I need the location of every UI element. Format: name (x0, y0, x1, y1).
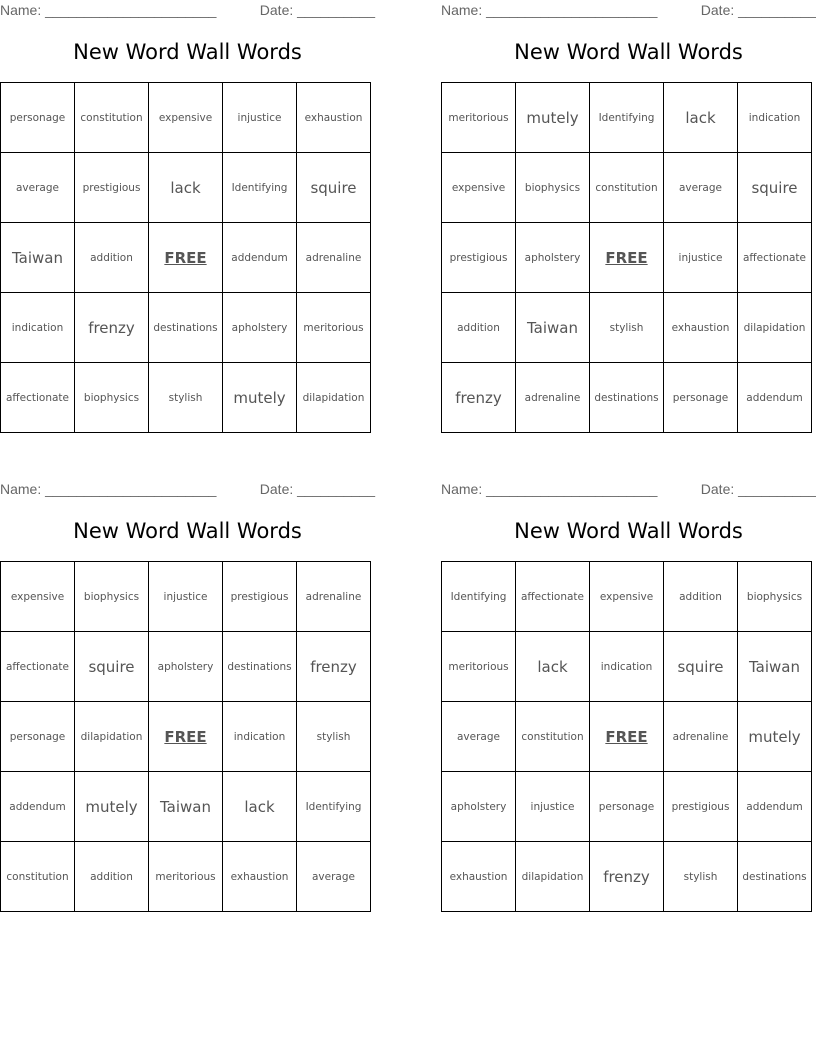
name-field[interactable]: Name: ______________________ (0, 481, 217, 497)
word-cell: biophysics (738, 562, 812, 632)
word-cell: squire (75, 632, 149, 702)
grid-row (442, 562, 812, 632)
word-cell: personage (590, 772, 664, 842)
word-cell: exhaustion (297, 83, 371, 153)
word-cell: lack (516, 632, 590, 702)
word-cell: addendum (738, 772, 812, 842)
word-cell: stylish (664, 842, 738, 912)
grid-row (1, 223, 371, 293)
grid-row (1, 772, 371, 842)
name-field[interactable]: Name: ______________________ (441, 481, 658, 497)
word-cell: frenzy (442, 363, 516, 433)
word-cell: addendum (738, 363, 812, 433)
word-cell: adrenaline (297, 223, 371, 293)
bingo-grid (441, 561, 812, 912)
grid-row (442, 772, 812, 842)
word-cell: meritorious (442, 632, 516, 702)
word-cell: injustice (223, 83, 297, 153)
word-cell: addendum (223, 223, 297, 293)
word-cell: destinations (738, 842, 812, 912)
word-cell: meritorious (149, 842, 223, 912)
grid-row (442, 293, 812, 363)
word-cell: addition (75, 842, 149, 912)
word-cell: constitution (75, 83, 149, 153)
word-cell: exhaustion (223, 842, 297, 912)
grid-row (442, 363, 812, 433)
grid-row (442, 223, 812, 293)
word-cell: indication (738, 83, 812, 153)
word-cell: affectionate (738, 223, 812, 293)
grid-row (1, 153, 371, 223)
word-cell: destinations (590, 363, 664, 433)
word-cell: frenzy (75, 293, 149, 363)
word-cell: affectionate (516, 562, 590, 632)
word-cell: Taiwan (149, 772, 223, 842)
grid-row (442, 153, 812, 223)
grid-row (442, 842, 812, 912)
bingo-card (441, 0, 816, 440)
word-cell: affectionate (1, 632, 75, 702)
free-space: FREE (149, 223, 223, 293)
word-cell: constitution (1, 842, 75, 912)
word-cell: dilapidation (516, 842, 590, 912)
word-cell: destinations (223, 632, 297, 702)
word-cell: prestigious (75, 153, 149, 223)
grid-row (442, 632, 812, 702)
word-cell: Taiwan (738, 632, 812, 702)
card-title: New Word Wall Words (514, 40, 743, 64)
word-cell: injustice (149, 562, 223, 632)
bingo-card (0, 479, 375, 919)
bingo-grid (0, 561, 371, 912)
word-cell: squire (664, 632, 738, 702)
card-title: New Word Wall Words (73, 519, 302, 543)
word-cell: frenzy (590, 842, 664, 912)
grid-row (1, 702, 371, 772)
word-cell: prestigious (664, 772, 738, 842)
word-cell: expensive (149, 83, 223, 153)
word-cell: Taiwan (516, 293, 590, 363)
word-cell: frenzy (297, 632, 371, 702)
word-cell: apholstery (149, 632, 223, 702)
word-cell: indication (590, 632, 664, 702)
free-space: FREE (149, 702, 223, 772)
word-cell: expensive (442, 153, 516, 223)
word-cell: dilapidation (297, 363, 371, 433)
word-cell: addition (442, 293, 516, 363)
word-cell: exhaustion (442, 842, 516, 912)
word-cell: lack (149, 153, 223, 223)
word-cell: expensive (590, 562, 664, 632)
word-cell: Identifying (442, 562, 516, 632)
word-cell: apholstery (223, 293, 297, 363)
date-field[interactable]: Date: __________ (700, 2, 816, 18)
word-cell: average (442, 702, 516, 772)
word-cell: meritorious (442, 83, 516, 153)
word-cell: stylish (149, 363, 223, 433)
card-title: New Word Wall Words (514, 519, 743, 543)
word-cell: Identifying (590, 83, 664, 153)
grid-row (1, 842, 371, 912)
word-cell: average (297, 842, 371, 912)
word-cell: constitution (590, 153, 664, 223)
word-cell: lack (223, 772, 297, 842)
word-cell: biophysics (75, 363, 149, 433)
word-cell: addendum (1, 772, 75, 842)
date-field[interactable]: Date: __________ (700, 481, 816, 497)
grid-row (1, 363, 371, 433)
word-cell: indication (1, 293, 75, 363)
word-cell: prestigious (223, 562, 297, 632)
word-cell: stylish (590, 293, 664, 363)
name-field[interactable]: Name: ______________________ (441, 2, 658, 18)
grid-row (1, 632, 371, 702)
word-cell: average (664, 153, 738, 223)
word-cell: expensive (1, 562, 75, 632)
word-cell: personage (1, 83, 75, 153)
word-cell: average (1, 153, 75, 223)
word-cell: personage (1, 702, 75, 772)
grid-row (442, 702, 812, 772)
word-cell: personage (664, 363, 738, 433)
word-cell: addition (75, 223, 149, 293)
date-field[interactable]: Date: __________ (259, 2, 375, 18)
word-cell: Identifying (297, 772, 371, 842)
card-header (0, 2, 375, 20)
word-cell: adrenaline (664, 702, 738, 772)
word-cell: mutely (223, 363, 297, 433)
grid-row (1, 293, 371, 363)
card-title: New Word Wall Words (73, 40, 302, 64)
word-cell: injustice (664, 223, 738, 293)
bingo-card (441, 479, 816, 919)
word-cell: constitution (516, 702, 590, 772)
word-cell: dilapidation (75, 702, 149, 772)
bingo-grid (441, 82, 812, 433)
word-cell: adrenaline (297, 562, 371, 632)
word-cell: injustice (516, 772, 590, 842)
word-cell: adrenaline (516, 363, 590, 433)
word-cell: biophysics (516, 153, 590, 223)
word-cell: affectionate (1, 363, 75, 433)
card-header (0, 481, 375, 499)
word-cell: mutely (75, 772, 149, 842)
word-cell: Taiwan (1, 223, 75, 293)
word-cell: dilapidation (738, 293, 812, 363)
word-cell: lack (664, 83, 738, 153)
grid-row (442, 83, 812, 153)
word-cell: meritorious (297, 293, 371, 363)
grid-row (1, 562, 371, 632)
word-cell: apholstery (516, 223, 590, 293)
word-cell: apholstery (442, 772, 516, 842)
word-cell: mutely (738, 702, 812, 772)
name-field[interactable]: Name: ______________________ (0, 2, 217, 18)
free-space: FREE (590, 223, 664, 293)
card-header (441, 2, 816, 20)
word-cell: stylish (297, 702, 371, 772)
grid-row (1, 83, 371, 153)
word-cell: squire (738, 153, 812, 223)
word-cell: Identifying (223, 153, 297, 223)
word-cell: prestigious (442, 223, 516, 293)
word-cell: mutely (516, 83, 590, 153)
bingo-card (0, 0, 375, 440)
word-cell: addition (664, 562, 738, 632)
word-cell: squire (297, 153, 371, 223)
word-cell: indication (223, 702, 297, 772)
word-cell: exhaustion (664, 293, 738, 363)
bingo-grid (0, 82, 371, 433)
free-space: FREE (590, 702, 664, 772)
word-cell: biophysics (75, 562, 149, 632)
card-header (441, 481, 816, 499)
date-field[interactable]: Date: __________ (259, 481, 375, 497)
word-cell: destinations (149, 293, 223, 363)
